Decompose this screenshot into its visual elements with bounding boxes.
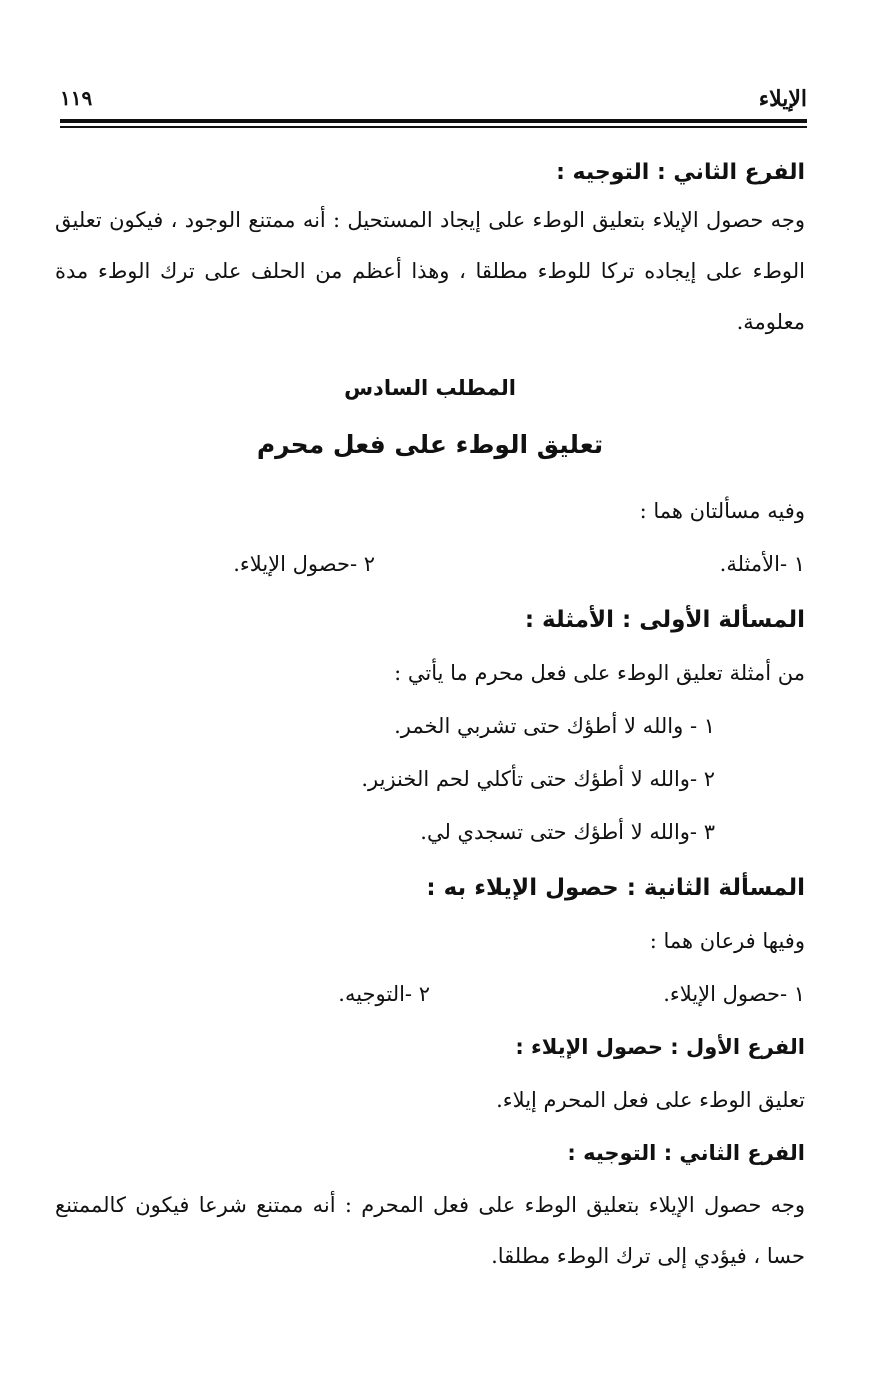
intro-text: وفيه مسألتان هما : <box>639 499 805 523</box>
question-2-items <box>55 968 805 1021</box>
header-rule-thick <box>60 119 807 123</box>
example-2: ٢ -والله لا أطؤك حتى تأكلي لحم الخنزير. <box>361 767 715 791</box>
running-title: الإيلاء <box>758 86 807 112</box>
example-1: ١ - والله لا أطؤك حتى تشربي الخمر. <box>394 714 715 738</box>
branch-1-heading: الفرع الأول : حصول الإيلاء : <box>515 1035 805 1059</box>
chapter-title: تعليق الوطء على فعل محرم <box>256 430 604 459</box>
question-2-heading: المسألة الثانية : حصول الإيلاء به : <box>426 875 805 901</box>
question-2-item-2: ٢ -التوجيه. <box>338 982 430 1006</box>
branch-2-heading: الفرع الثاني : التوجيه : <box>567 1141 805 1165</box>
question-2-intro: وفيها فرعان هما : <box>649 929 805 953</box>
section-a-heading: الفرع الثاني : التوجيه : <box>556 160 805 185</box>
page-number: ١١٩ <box>60 86 93 110</box>
branch-1-text: تعليق الوطء على فعل المحرم إيلاء. <box>496 1088 805 1112</box>
page-header <box>60 82 807 122</box>
intro-items <box>55 538 805 591</box>
question-2-item-1: ١ -حصول الإيلاء. <box>663 982 805 1006</box>
intro-item-2: ٢ -حصول الإيلاء. <box>233 552 375 576</box>
header-rule-thin <box>60 126 807 128</box>
example-3: ٣ -والله لا أطؤك حتى تسجدي لي. <box>420 820 715 844</box>
question-1-intro: من أمثلة تعليق الوطء على فعل محرم ما يأتي : <box>394 661 805 685</box>
branch-2-paragraph: وجه حصول الإيلاء بتعليق الوطء على فعل المحرم : أنه ممتنع شرعا فيكون كالممتنع حسا ، فيؤدي إلى ترك الوطء مطلقا. <box>55 1193 805 1268</box>
chapter-label: المطلب السادس <box>344 376 516 400</box>
section-a-paragraph: وجه حصول الإيلاء بتعليق الوطء على إيجاد المستحيل : أنه ممتنع الوجود ، فيكون تعليق الوطء على إيجاده تركا للوطء مطلقا ، وهذا أعظم من الحلف على ترك الوطء مدة معلومة. <box>55 208 805 334</box>
page-content <box>55 160 805 1282</box>
question-1-heading: المسألة الأولى : الأمثلة : <box>524 607 805 633</box>
intro-item-1: ١ -الأمثلة. <box>719 552 805 576</box>
